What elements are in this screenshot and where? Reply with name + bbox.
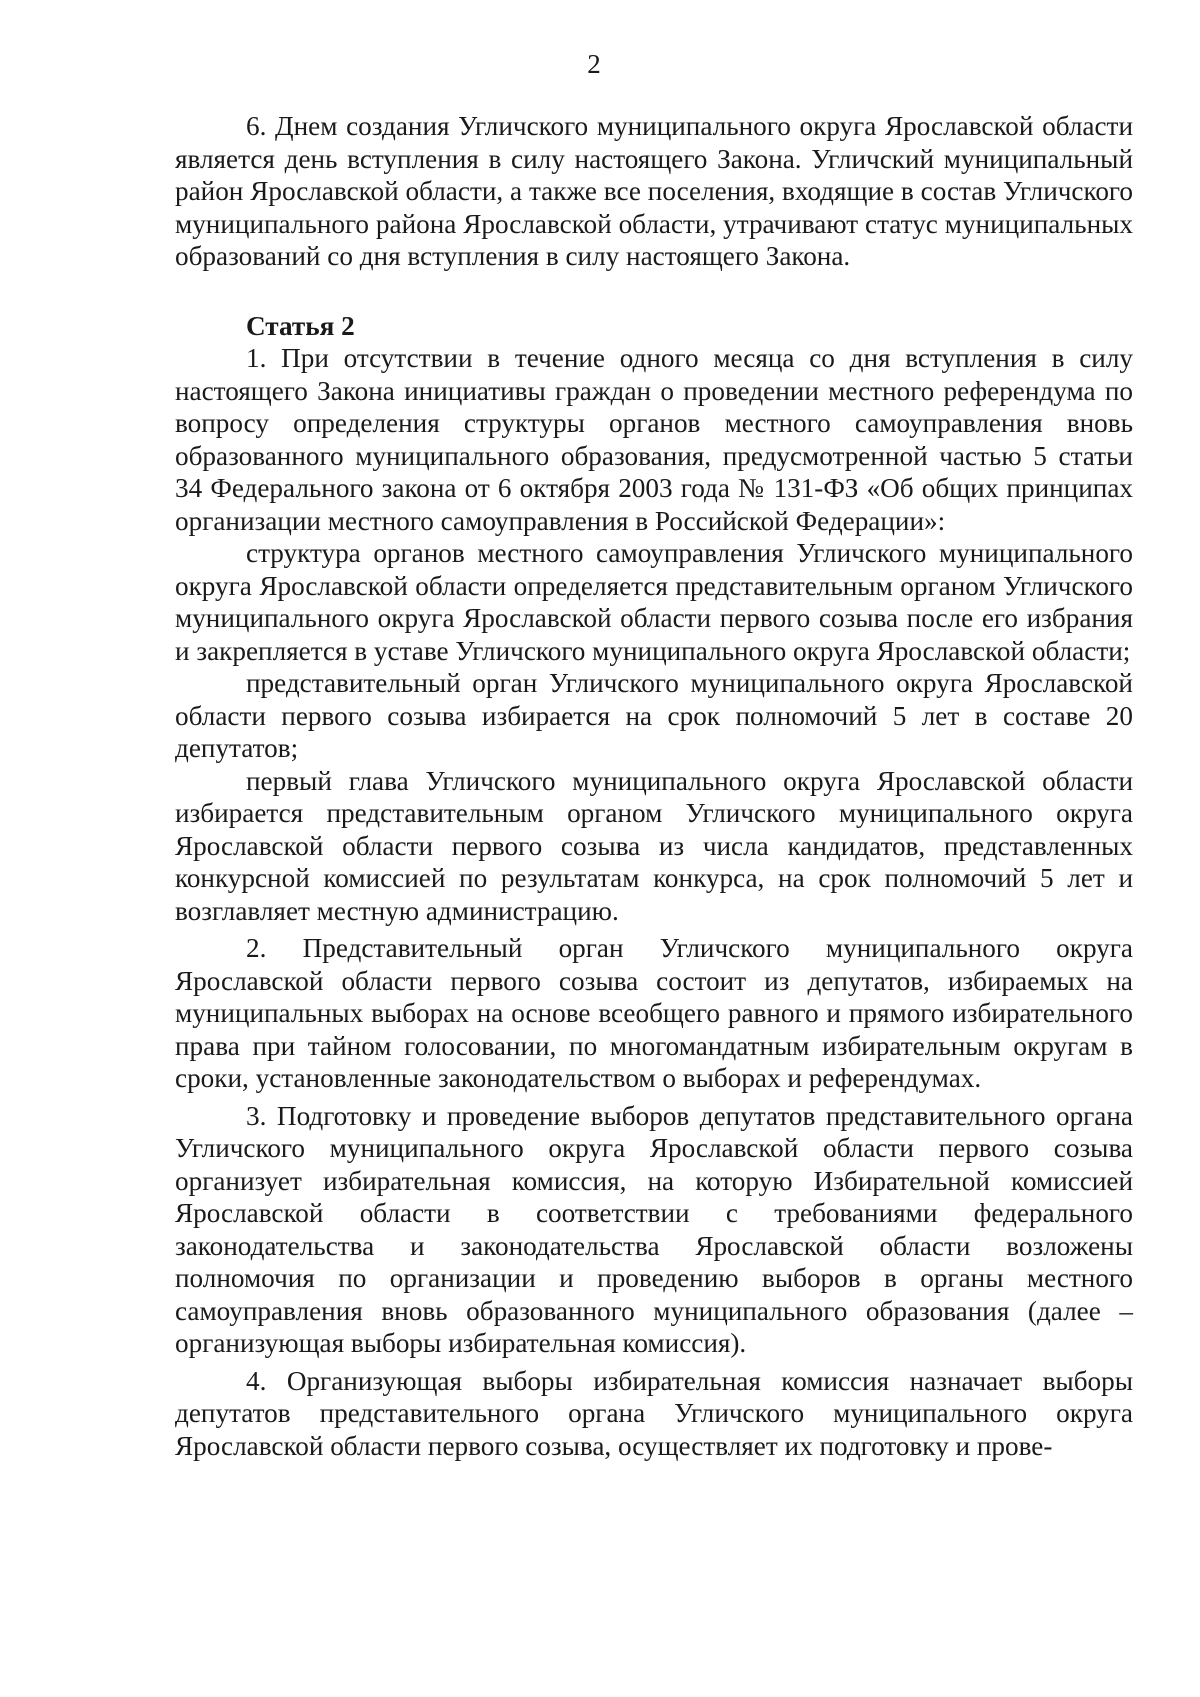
article-subparagraph-structure: структура органов местного самоуправления Угличского муниципального округа Ярославской области определяется представительным органом Угличского муниципального округа Ярославской области первого созыва после его избрания и закрепляется в уставе Угличского муниципального округа Ярославской области; [175,538,1133,666]
document-body [175,110,1133,1462]
paragraph-6: 6. Днем создания Угличского муниципального округа Ярославской области является день вступления в силу настоящего Закона. Угличский муниципальный район Ярославской области, а также все поселения, входящие в состав Угличского муниципального района Ярославской области, утрачивают статус муниципальных образований со дня вступления в силу настоящего Закона. [175,111,1133,271]
article-paragraph-1: 1. При отсутствии в течение одного месяца со дня вступления в силу настоящего Закона инициативы граждан о проведении местного референдума по вопросу определения структуры органов местного самоуправления вновь образованного муниципального образования, предусмотренной частью 5 статьи 34 Федерального закона от 6 октября 2003 года № 131-ФЗ «Об общих принципах организации местного самоуправления в Российской Федерации»: [175,343,1133,536]
article-paragraph-3: 3. Подготовку и проведение выборов депутатов представительного органа Угличского муниципального округа Ярославской области первого созыва организует избирательная комиссия, на которую Избирательной комиссией Ярославской области в соответствии с требованиями федерального законодательства и законодательства Ярославской области возложены полномочия по организации и проведению выборов в органы местного самоуправления вновь образованного муниципального образования (далее – организующая выборы избирательная комиссия). [175,1100,1133,1358]
article-paragraph-2: 2. Представительный орган Угличского муниципального округа Ярославской области первого созыва состоит из депутатов, избираемых на муниципальных выборах на основе всеобщего равного и прямого избирательного права при тайном голосовании, по многомандатным избирательным округам в сроки, установленные законодательством о выборах и референдумах. [175,933,1133,1093]
article-subparagraph-representative-body: представительный орган Угличского муниципального округа Ярославской области первого созыва избирается на срок полномочий 5 лет в составе 20 депутатов; [175,668,1133,763]
article-heading: Статья 2 [246,310,355,341]
page-number: 2 [587,49,601,79]
article-paragraph-4: 4. Организующая выборы избирательная комиссия назначает выборы депутатов представительного органа Угличского муниципального округа Ярославской области первого созыва, осуществляет их подготовку и прове- [175,1365,1133,1461]
article-subparagraph-first-head: первый глава Угличского муниципального округа Ярославской области избирается представительным органом Угличского муниципального округа Ярославской области первого созыва из числа кандидатов, представленных конкурсной комиссией по результатам конкурса, на срок полномочий 5 лет и возглавляет местную администрацию. [175,765,1133,926]
